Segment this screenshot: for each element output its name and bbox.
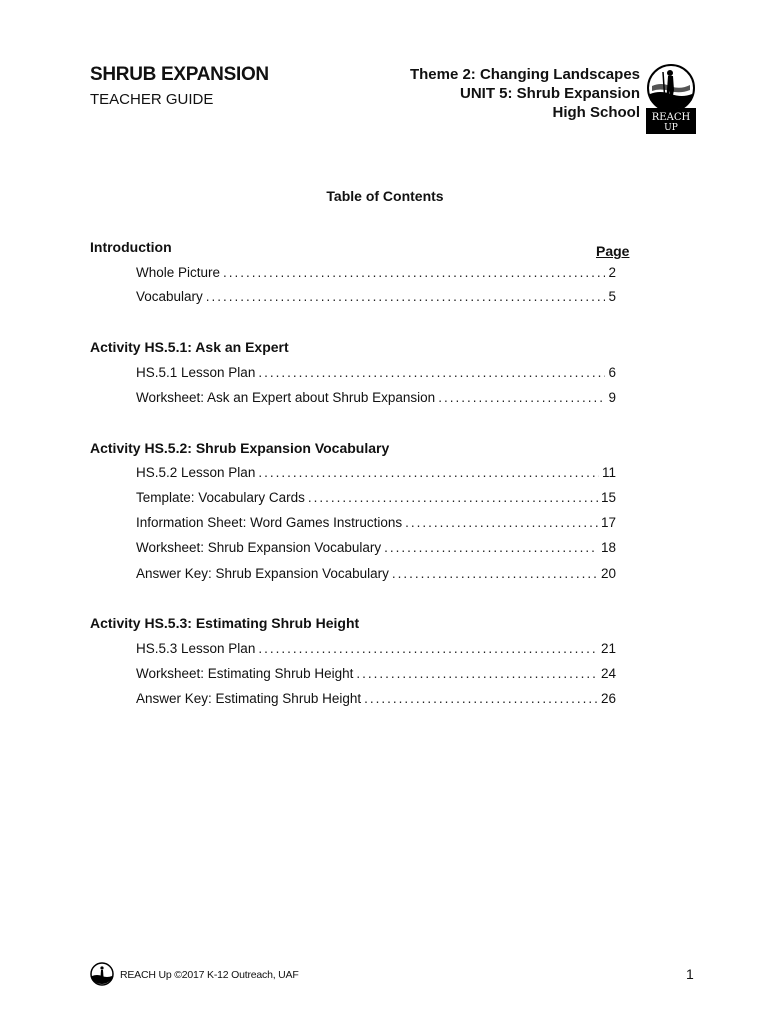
toc-leader-dots — [258, 641, 598, 656]
unit-label: UNIT 5: Shrub Expansion — [459, 85, 640, 102]
toc-leader-dots — [364, 691, 598, 706]
toc-entry-page: 9 — [608, 390, 616, 405]
svg-text:UP: UP — [664, 123, 678, 133]
toc-leader-dots — [392, 566, 598, 581]
toc-entry-label: Worksheet: Ask an Expert about Shrub Expansion — [136, 390, 436, 405]
toc-section-heading: Activity HS.5.1: Ask an Expert — [90, 339, 289, 355]
toc-entry[interactable] — [136, 666, 616, 681]
toc-entry[interactable] — [136, 641, 616, 656]
toc-entry-page: 15 — [600, 490, 616, 505]
toc-entry-page: 26 — [600, 691, 616, 706]
toc-leader-dots — [308, 490, 598, 505]
toc-entry[interactable] — [136, 365, 616, 380]
toc-entry-page: 21 — [600, 641, 616, 656]
document-title: SHRUB EXPANSION — [90, 64, 269, 85]
toc-entry-label: HS.5.2 Lesson Plan — [136, 465, 256, 480]
toc-entry-label: Whole Picture — [136, 265, 221, 280]
toc-entry-label: Vocabulary — [136, 289, 203, 304]
toc-leader-dots — [356, 666, 598, 681]
toc-entry-page: 2 — [608, 265, 616, 280]
reach-up-logo-icon — [646, 64, 696, 134]
toc-entry[interactable] — [136, 289, 616, 304]
toc-entry[interactable] — [136, 566, 616, 581]
toc-leader-dots — [405, 515, 598, 530]
toc-section-heading: Activity HS.5.3: Estimating Shrub Height — [90, 615, 360, 631]
toc-entry-page: 6 — [608, 365, 616, 380]
toc-entry[interactable] — [136, 540, 616, 555]
page-column-heading: Page — [596, 243, 630, 259]
toc-entry[interactable] — [136, 265, 616, 280]
document-subtitle: TEACHER GUIDE — [90, 91, 214, 108]
toc-entry-label: Template: Vocabulary Cards — [136, 490, 305, 505]
toc-entry-page: 5 — [608, 289, 616, 304]
toc-entry-page: 11 — [601, 465, 616, 480]
toc-entry-label: HS.5.3 Lesson Plan — [136, 641, 256, 656]
page-number: 1 — [686, 966, 694, 982]
toc-entry-page: 20 — [600, 566, 616, 581]
toc-leader-dots — [258, 365, 605, 380]
toc-entry-label: Answer Key: Shrub Expansion Vocabulary — [136, 566, 389, 581]
toc-entry[interactable] — [136, 691, 616, 706]
toc-section-heading: Introduction — [90, 239, 172, 255]
toc-entry-label: Answer Key: Estimating Shrub Height — [136, 691, 362, 706]
toc-leader-dots — [384, 540, 598, 555]
theme-label: Theme 2: Changing Landscapes — [409, 66, 640, 83]
svg-text:REACH: REACH — [651, 112, 691, 123]
toc-title: Table of Contents — [326, 188, 444, 204]
toc-entry-label: Information Sheet: Word Games Instructions — [136, 515, 403, 530]
toc-section-heading: Activity HS.5.2: Shrub Expansion Vocabulary — [90, 440, 390, 456]
footer-copyright: REACH Up ©2017 K-12 Outreach, UAF — [120, 969, 299, 981]
toc-entry[interactable] — [136, 390, 616, 405]
toc-entry-page: 18 — [600, 540, 616, 555]
toc-entry-page: 24 — [600, 666, 616, 681]
toc-entry-label: HS.5.1 Lesson Plan — [136, 365, 256, 380]
toc-entry[interactable] — [136, 515, 616, 530]
toc-entry-label: Worksheet: Estimating Shrub Height — [136, 666, 354, 681]
theme-block — [410, 65, 640, 122]
toc-leader-dots — [438, 390, 605, 405]
toc-entry[interactable] — [136, 465, 616, 480]
footer-logo-icon — [90, 962, 114, 986]
toc-leader-dots — [258, 465, 599, 480]
toc-leader-dots — [206, 289, 606, 304]
toc-entry[interactable] — [136, 490, 616, 505]
toc-leader-dots — [223, 265, 605, 280]
toc-entry-label: Worksheet: Shrub Expansion Vocabulary — [136, 540, 382, 555]
toc-entry-page: 17 — [600, 515, 616, 530]
level-label: High School — [552, 104, 640, 121]
